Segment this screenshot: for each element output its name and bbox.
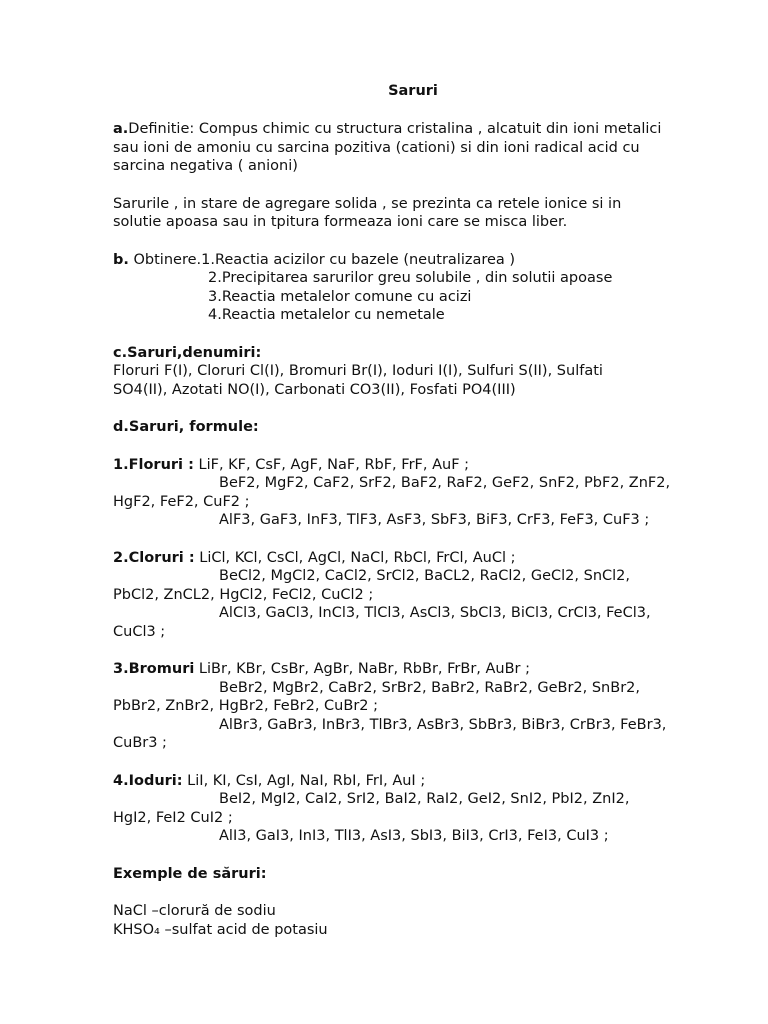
example-item: NaCl –clorură de sodiu xyxy=(113,903,276,919)
cloruri-label: 2.Cloruri : xyxy=(113,549,195,566)
floruri-label: 1.Floruri : xyxy=(113,456,194,473)
obtain-item: 1.Reactia acizilor cu bazele (neutralizarea ) xyxy=(201,251,516,268)
floruri-block xyxy=(113,456,713,530)
examples-heading: Exemple de săruri: xyxy=(113,865,267,882)
names-section xyxy=(113,344,713,400)
document-body xyxy=(113,82,713,939)
formula-line: LiI, KI, CsI, AgI, NaI, RbI, FrI, AuI ; xyxy=(182,772,426,789)
formula-line: BeBr2, MgBr2, CaBr2, SrBr2, BaBr2, RaBr2, GeBr2, SnBr2, xyxy=(219,679,640,696)
names-line: SO4(II), Azotati NO(I), Carbonati CO3(II), Fosfati PO4(III) xyxy=(113,381,516,398)
formula-line: HgF2, FeF2, CuF2 ; xyxy=(113,493,250,510)
obtain-lead: Obtinere. xyxy=(128,251,202,268)
definition-line: sarcina negativa ( anioni) xyxy=(113,158,298,174)
obtain-section xyxy=(113,251,713,325)
definition-line: Definitie: Compus chimic cu structura cristalina , alcatuit din ioni metalici xyxy=(128,121,662,137)
state-line: solutie apoasa sau in tpitura formeaza ioni care se misca liber. xyxy=(113,214,568,230)
formula-line: LiBr, KBr, CsBr, AgBr, NaBr, RbBr, FrBr, AuBr ; xyxy=(194,661,531,677)
formula-line: BeF2, MgF2, CaF2, SrF2, BaF2, RaF2, GeF2, SnF2, PbF2, ZnF2, xyxy=(219,475,671,491)
names-heading: c.Saruri,denumiri: xyxy=(113,344,262,361)
formulas-heading: d.Saruri, formule: xyxy=(113,419,259,435)
definition-label: a. xyxy=(113,121,129,137)
state-line: Sarurile , in stare de agregare solida , se prezinta ca retele ionice si in xyxy=(113,195,622,212)
formula-line: PbBr2, ZnBr2, HgBr2, FeBr2, CuBr2 ; xyxy=(113,698,379,714)
examples-list xyxy=(113,902,713,939)
definition-line: sau ioni de amoniu cu sarcina pozitiva (cationi) si din ioni radical acid cu xyxy=(113,139,640,156)
formula-line: LiF, KF, CsF, AgF, NaF, RbF, FrF, AuF ; xyxy=(193,456,470,473)
state-paragraph xyxy=(113,195,713,232)
names-line: Floruri F(I), Cloruri Cl(I), Bromuri Br(I), Ioduri I(I), Sulfuri S(II), Sulfati xyxy=(113,363,603,379)
formula-line: LiCl, KCl, CsCl, AgCl, NaCl, RbCl, FrCl, AuCl ; xyxy=(194,549,516,566)
formula-line: BeI2, MgI2, CaI2, SrI2, BaI2, RaI2, GeI2, SnI2, PbI2, ZnI2, xyxy=(219,791,630,807)
ioduri-label: 4.Ioduri: xyxy=(113,772,183,789)
formula-line: CuCl3 ; xyxy=(113,623,166,640)
formula-line: AlCl3, GaCl3, InCl3, TlCl3, AsCl3, SbCl3, BiCl3, CrCl3, FeCl3, xyxy=(219,605,651,621)
formula-line: AlF3, GaF3, InF3, TlF3, AsF3, SbF3, BiF3, CrF3, FeF3, CuF3 ; xyxy=(219,512,650,528)
obtain-item: 4.Reactia metalelor cu nemetale xyxy=(208,307,445,323)
formula-line: PbCl2, ZnCL2, HgCl2, FeCl2, CuCl2 ; xyxy=(113,586,374,603)
example-item: KHSO₄ –sulfat acid de potasiu xyxy=(113,921,328,938)
formula-line: BeCl2, MgCl2, CaCl2, SrCl2, BaCL2, RaCl2, GeCl2, SnCl2, xyxy=(219,568,630,584)
obtain-item: 3.Reactia metalelor comune cu acizi xyxy=(208,288,472,305)
cloruri-block xyxy=(113,549,713,642)
page-title: Saruri xyxy=(388,83,438,99)
obtain-item: 2.Precipitarea sarurilor greu solubile , din solutii apoase xyxy=(208,270,613,286)
formula-line: CuBr3 ; xyxy=(113,735,167,751)
obtain-label: b. xyxy=(113,251,129,268)
ioduri-block xyxy=(113,772,713,846)
bromuri-number: 3 xyxy=(113,661,124,677)
bromuri-label: .Bromuri xyxy=(123,661,195,677)
formula-line: AlBr3, GaBr3, InBr3, TlBr3, AsBr3, SbBr3, BiBr3, CrBr3, FeBr3, xyxy=(219,716,667,733)
formula-line: HgI2, FeI2 CuI2 ; xyxy=(113,809,233,826)
bromuri-block xyxy=(113,660,713,753)
definition-paragraph xyxy=(113,120,713,176)
formula-line: AlI3, GaI3, InI3, TlI3, AsI3, SbI3, BiI3, CrI3, FeI3, CuI3 ; xyxy=(219,828,609,844)
